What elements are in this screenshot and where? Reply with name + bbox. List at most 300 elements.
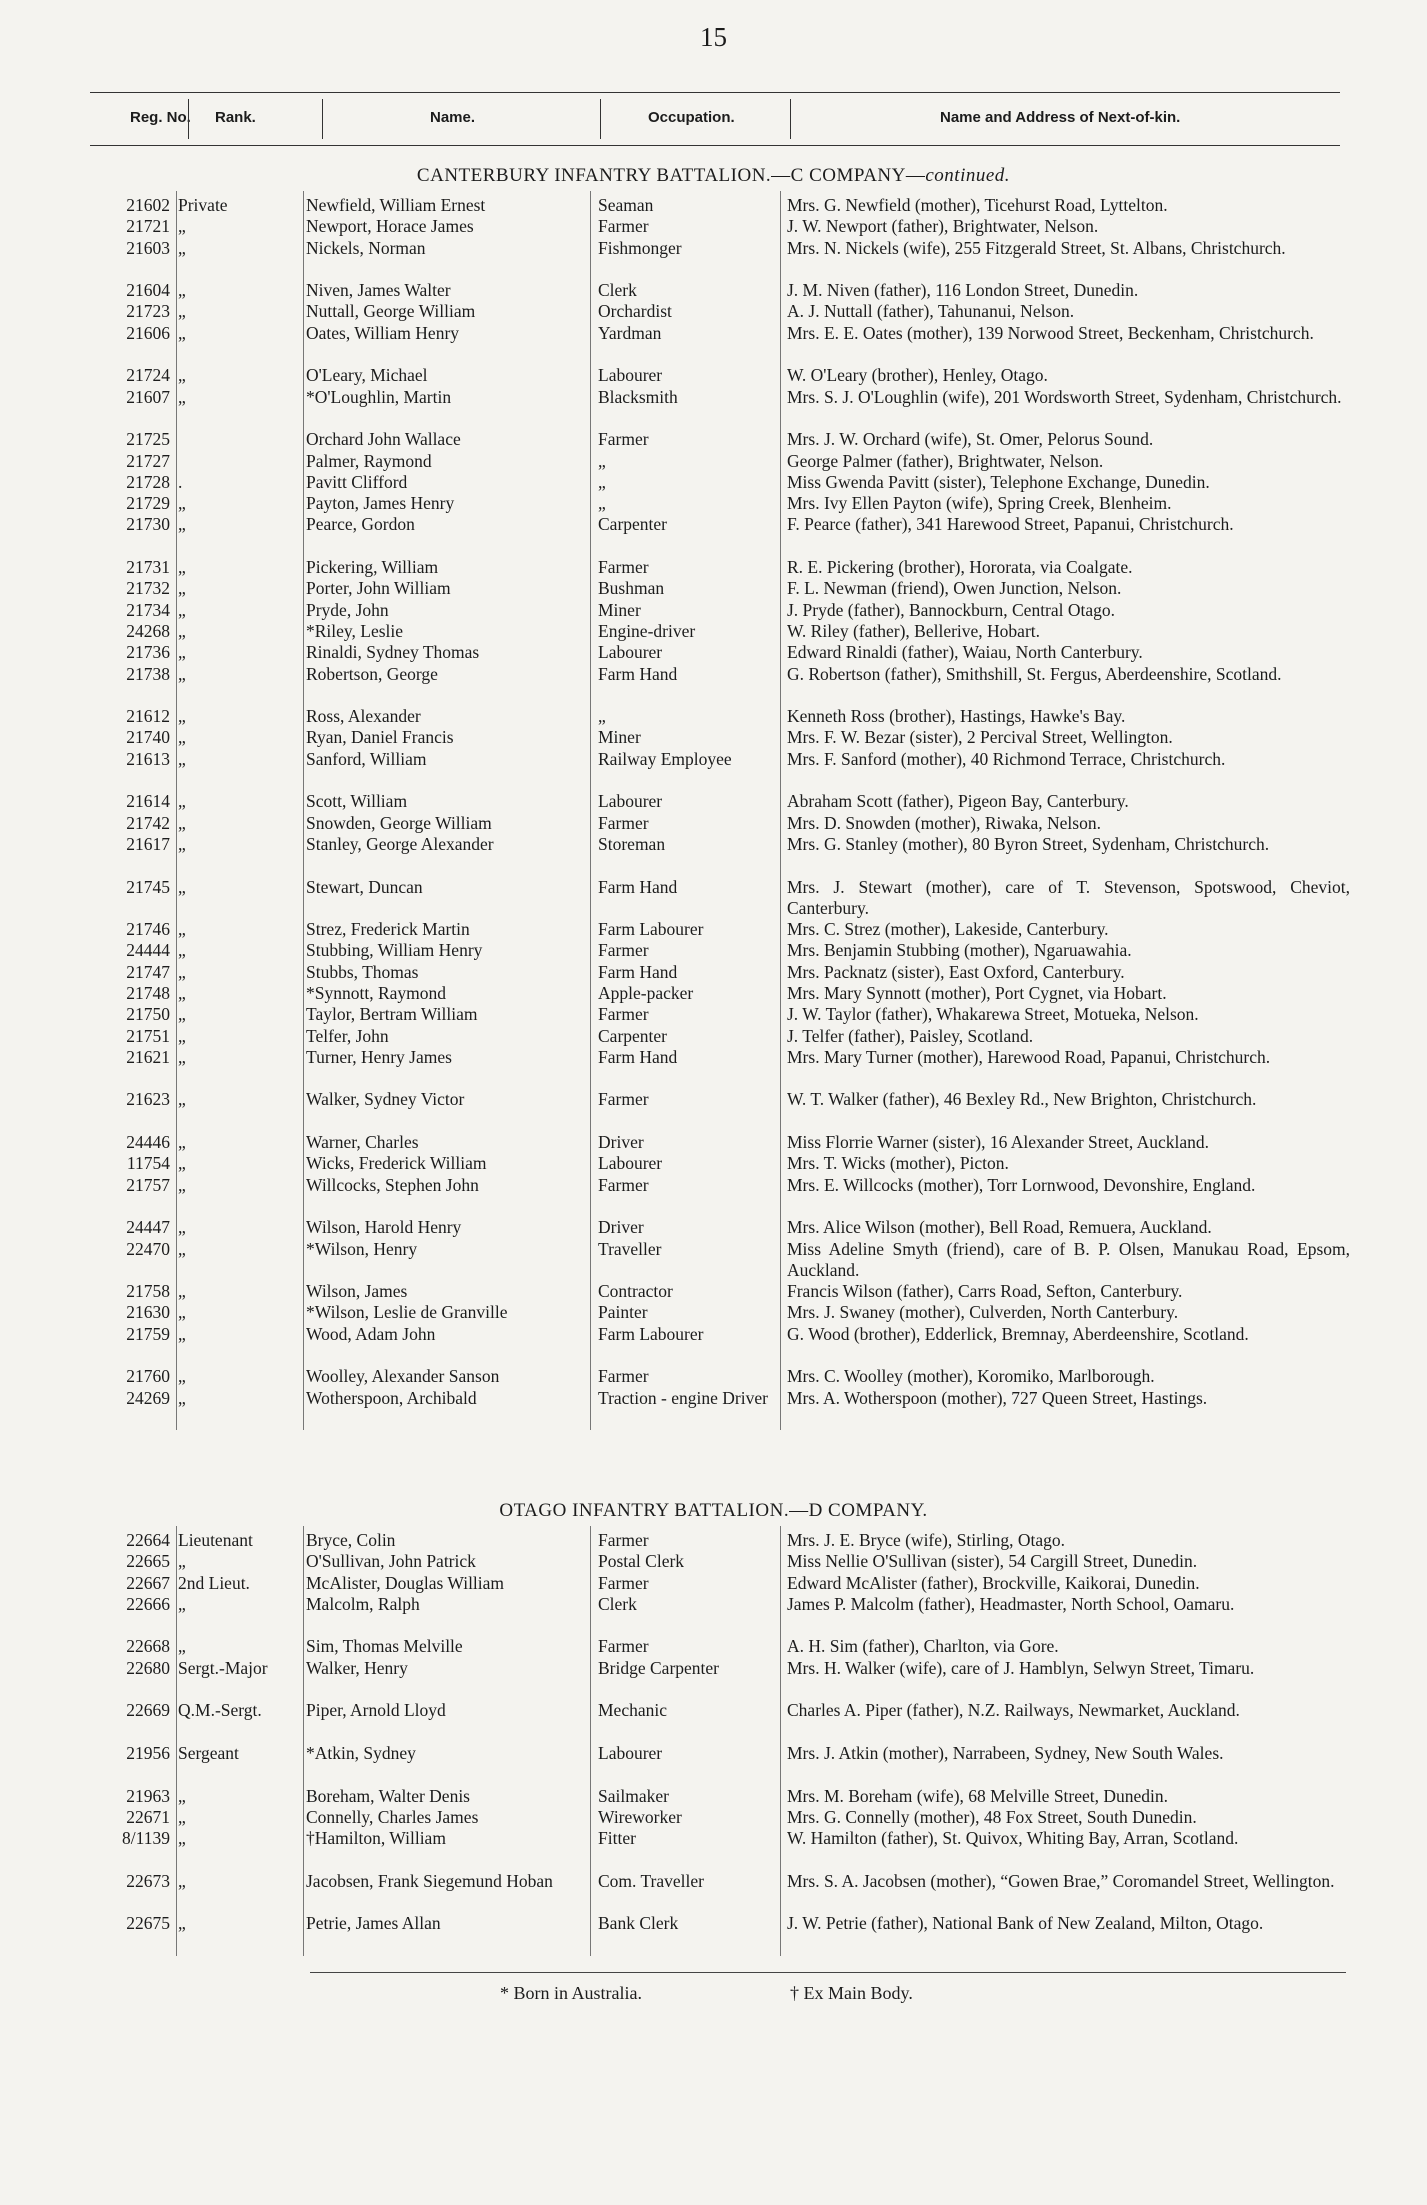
occupation: Farm Hand xyxy=(598,961,678,982)
soldier-name: Wicks, Frederick William xyxy=(306,1153,487,1174)
soldier-name: Woolley, Alexander Sanson xyxy=(306,1366,500,1387)
reg-number: 21732 xyxy=(126,578,170,599)
occupation: Seaman xyxy=(598,195,654,215)
table-row xyxy=(0,983,1427,1004)
table-row xyxy=(0,1388,1427,1431)
occupation: Farmer xyxy=(598,1174,649,1195)
reg-number: 8/1139 xyxy=(122,1828,170,1849)
next-of-kin: G. Robertson (father), Smithshill, St. Fergus, Aberdeenshire, Scotland. xyxy=(787,663,1282,684)
reg-number: 21748 xyxy=(126,982,170,1003)
soldier-name: Connelly, Charles James xyxy=(306,1806,479,1827)
reg-number: 21747 xyxy=(126,961,170,982)
reg-number: 21736 xyxy=(126,642,170,663)
soldier-name: *Synnott, Raymond xyxy=(306,982,447,1003)
reg-number: 22664 xyxy=(126,1530,170,1550)
section-title xyxy=(0,165,1427,187)
soldier-name: Turner, Henry James xyxy=(306,1046,452,1067)
next-of-kin: J. Pryde (father), Bannockburn, Central Otago. xyxy=(787,599,1116,620)
next-of-kin: J. W. Petrie (father), National Bank of New Zealand, Milton, Otago. xyxy=(787,1913,1264,1934)
soldier-name: Wilson, James xyxy=(306,1281,408,1302)
rank: „ xyxy=(178,961,186,982)
next-of-kin: Mrs. G. Connelly (mother), 48 Fox Street, South Dunedin. xyxy=(787,1806,1197,1827)
column-rule xyxy=(780,1526,781,1956)
next-of-kin: Mrs. D. Snowden (mother), Riwaka, Nelson. xyxy=(787,812,1101,833)
column-rule xyxy=(780,191,781,1430)
occupation: Farmer xyxy=(598,429,649,450)
table-row xyxy=(0,557,1427,578)
soldier-name: Nuttall, George William xyxy=(306,301,476,322)
occupation: Blacksmith xyxy=(598,386,678,407)
table-row xyxy=(0,365,1427,386)
occupation: Farm Labourer xyxy=(598,1323,704,1344)
soldier-name: Wood, Adam John xyxy=(306,1323,436,1344)
next-of-kin: Mrs. F. W. Bezar (sister), 2 Percival Street, Wellington. xyxy=(787,727,1173,748)
reg-number: 21746 xyxy=(126,919,170,940)
rank: „ xyxy=(178,1913,186,1934)
next-of-kin: James P. Malcolm (father), Headmaster, North School, Oamaru. xyxy=(787,1593,1235,1614)
reg-number: 21742 xyxy=(126,812,170,833)
soldier-name: Willcocks, Stephen John xyxy=(306,1174,479,1195)
reg-number: 21758 xyxy=(126,1281,170,1302)
rank: „ xyxy=(178,1593,186,1614)
table-row xyxy=(0,1658,1427,1701)
rank: „ xyxy=(178,1785,186,1806)
next-of-kin: Mrs. T. Wicks (mother), Picton. xyxy=(787,1153,1009,1174)
rank: „ xyxy=(178,919,186,940)
table-row xyxy=(0,301,1427,322)
table-row xyxy=(0,1530,1427,1551)
occupation: „ xyxy=(598,450,606,471)
reg-number: 22668 xyxy=(126,1636,170,1657)
reg-number: 21604 xyxy=(126,280,170,301)
soldier-name: *Wilson, Henry xyxy=(306,1238,418,1259)
reg-number: 21614 xyxy=(126,791,170,812)
rank: Lieutenant xyxy=(178,1530,253,1550)
section-title-text: OTAGO INFANTRY BATTALION.—D COMPANY. xyxy=(499,1500,928,1521)
section-title-text: CANTERBURY INFANTRY BATTALION.—C COMPANY— xyxy=(416,165,926,186)
occupation: „ xyxy=(598,493,606,514)
column-header-next-of-kin: Name and Address of Next-of-kin. xyxy=(940,109,1181,126)
reg-number: 21623 xyxy=(126,1089,170,1110)
rank: „ xyxy=(178,982,186,1003)
soldier-name: Pickering, William xyxy=(306,557,439,578)
occupation: Labourer xyxy=(598,791,663,812)
next-of-kin: Mrs. G. Newfield (mother), Ticehurst Road, Lyttelton. xyxy=(787,195,1168,215)
soldier-name: Stewart, Duncan xyxy=(306,876,423,897)
rank: „ xyxy=(178,876,186,897)
reg-number: 22665 xyxy=(126,1551,170,1572)
next-of-kin: Mrs. G. Stanley (mother), 80 Byron Street, Sydenham, Christchurch. xyxy=(787,833,1270,854)
reg-number: 21751 xyxy=(126,1025,170,1046)
table-row xyxy=(0,877,1427,920)
table-row xyxy=(0,749,1427,792)
table-row xyxy=(0,280,1427,301)
reg-number: 21745 xyxy=(126,876,170,897)
next-of-kin: Mrs. Mary Synnott (mother), Port Cygnet, via Hobart. xyxy=(787,982,1167,1003)
occupation: Farmer xyxy=(598,1530,649,1550)
column-header xyxy=(90,92,1340,146)
occupation: Farmer xyxy=(598,812,649,833)
table-row xyxy=(0,1281,1427,1302)
reg-number: 24447 xyxy=(126,1217,170,1238)
next-of-kin: Mrs. Benjamin Stubbing (mother), Ngaruawahia. xyxy=(787,940,1132,961)
table-row xyxy=(0,1153,1427,1174)
occupation: „ xyxy=(598,471,606,492)
rank: „ xyxy=(178,642,186,663)
section-rows xyxy=(0,195,1427,1430)
next-of-kin: Mrs. Alice Wilson (mother), Bell Road, Remuera, Auckland. xyxy=(787,1217,1212,1238)
reg-number: 21725 xyxy=(126,429,170,450)
column-rule xyxy=(176,191,177,1430)
soldier-name: Stanley, George Alexander xyxy=(306,833,494,854)
next-of-kin: R. E. Pickering (brother), Hororata, via Coalgate. xyxy=(787,557,1133,578)
next-of-kin: Mrs. C. Strez (mother), Lakeside, Canterbury. xyxy=(787,919,1109,940)
rank: „ xyxy=(178,940,186,961)
reg-number: 22470 xyxy=(126,1238,170,1259)
soldier-name: Wilson, Harold Henry xyxy=(306,1217,462,1238)
reg-number: 21727 xyxy=(126,450,170,471)
footnote-ex-main-body: † Ex Main Body. xyxy=(790,1983,913,2003)
reg-number: 21724 xyxy=(126,365,170,386)
reg-number: 21613 xyxy=(126,748,170,769)
soldier-name: Snowden, George William xyxy=(306,812,492,833)
rank: „ xyxy=(178,365,186,386)
soldier-name: Newport, Horace James xyxy=(306,216,474,237)
rank: „ xyxy=(178,216,186,237)
reg-number: 21740 xyxy=(126,727,170,748)
next-of-kin: J. Telfer (father), Paisley, Scotland. xyxy=(787,1025,1034,1046)
reg-number: 21607 xyxy=(126,386,170,407)
soldier-name: Walker, Henry xyxy=(306,1657,408,1678)
next-of-kin: Mrs. J. Swaney (mother), Culverden, North Canterbury. xyxy=(787,1302,1179,1323)
occupation: Farm Hand xyxy=(598,876,678,897)
reg-number: 21729 xyxy=(126,493,170,514)
occupation: Railway Employee xyxy=(598,748,732,769)
next-of-kin: F. Pearce (father), 341 Harewood Street, Papanui, Christchurch. xyxy=(787,514,1234,535)
soldier-name: Ross, Alexander xyxy=(306,706,421,727)
rank: „ xyxy=(178,1806,186,1827)
next-of-kin: Mrs. E. Willcocks (mother), Torr Lornwood, Devonshire, England. xyxy=(787,1174,1256,1195)
occupation: Farmer xyxy=(598,1572,649,1593)
occupation: Farmer xyxy=(598,1636,649,1657)
occupation: Bridge Carpenter xyxy=(598,1657,719,1678)
table-row xyxy=(0,1807,1427,1828)
soldier-name: †Hamilton, William xyxy=(306,1828,446,1849)
reg-number: 21728 xyxy=(126,471,170,492)
soldier-name: Wotherspoon, Archibald xyxy=(306,1387,477,1408)
rank: „ xyxy=(178,514,186,535)
occupation: Yardman xyxy=(598,322,662,343)
next-of-kin: Abraham Scott (father), Pigeon Bay, Canterbury. xyxy=(787,791,1129,812)
table-row xyxy=(0,791,1427,812)
rank: „ xyxy=(178,557,186,578)
reg-number: 22680 xyxy=(126,1657,170,1678)
rank: „ xyxy=(178,727,186,748)
next-of-kin: A. H. Sim (father), Charlton, via Gore. xyxy=(787,1636,1059,1657)
table-row xyxy=(0,1828,1427,1871)
soldier-name: Oates, William Henry xyxy=(306,322,460,343)
rank: „ xyxy=(178,386,186,407)
rank: „ xyxy=(178,280,186,301)
soldier-name: Boreham, Walter Denis xyxy=(306,1785,470,1806)
reg-number: 22667 xyxy=(126,1572,170,1593)
occupation: Miner xyxy=(598,727,641,748)
table-row xyxy=(0,451,1427,472)
next-of-kin: Mrs. J. Atkin (mother), Narrabeen, Sydney, New South Wales. xyxy=(787,1742,1224,1763)
soldier-name: Petrie, James Allan xyxy=(306,1913,441,1934)
soldier-name: Pavitt Clifford xyxy=(306,471,408,492)
occupation: Driver xyxy=(598,1132,644,1153)
table-row xyxy=(0,1302,1427,1323)
section-title xyxy=(0,1500,1427,1522)
next-of-kin: Edward Rinaldi (father), Waiau, North Canterbury. xyxy=(787,642,1143,663)
rank: „ xyxy=(178,663,186,684)
occupation: Labourer xyxy=(598,642,663,663)
rank: „ xyxy=(178,1089,186,1110)
occupation: Farmer xyxy=(598,940,649,961)
occupation: Farm Labourer xyxy=(598,919,704,940)
next-of-kin: Mrs. Ivy Ellen Payton (wife), Spring Creek, Blenheim. xyxy=(787,493,1172,514)
next-of-kin: Mrs. M. Boreham (wife), 68 Melville Street, Dunedin. xyxy=(787,1785,1169,1806)
column-header-occupation: Occupation. xyxy=(648,109,735,126)
soldier-name: Payton, James Henry xyxy=(306,493,455,514)
reg-number: 21759 xyxy=(126,1323,170,1344)
rank: Q.M.-Sergt. xyxy=(178,1700,262,1721)
next-of-kin: Mrs. J. Stewart (mother), care of T. Stevenson, Spotswood, Cheviot, Canterbury. xyxy=(787,876,1350,918)
table-row xyxy=(0,706,1427,727)
next-of-kin: Mrs. J. E. Bryce (wife), Stirling, Otago. xyxy=(787,1530,1066,1550)
rank: „ xyxy=(178,1302,186,1323)
occupation: Sailmaker xyxy=(598,1785,669,1806)
soldier-name: Pearce, Gordon xyxy=(306,514,415,535)
table-row xyxy=(0,1636,1427,1657)
table-row xyxy=(0,813,1427,834)
rank: „ xyxy=(178,833,186,854)
occupation: Farmer xyxy=(598,1089,649,1110)
occupation: Postal Clerk xyxy=(598,1551,685,1572)
occupation: Fitter xyxy=(598,1828,636,1849)
occupation: Engine-driver xyxy=(598,620,696,641)
reg-number: 21630 xyxy=(126,1302,170,1323)
soldier-name: Strez, Frederick Martin xyxy=(306,919,470,940)
occupation: Storeman xyxy=(598,833,666,854)
rank: „ xyxy=(178,1636,186,1657)
occupation: Carpenter xyxy=(598,1025,667,1046)
occupation: Traveller xyxy=(598,1238,662,1259)
reg-number: 11754 xyxy=(126,1153,170,1174)
table-row xyxy=(0,1004,1427,1025)
section-rows xyxy=(0,1530,1427,1956)
table-row xyxy=(0,429,1427,450)
reg-number: 21956 xyxy=(126,1742,170,1763)
table-row xyxy=(0,621,1427,642)
rank: „ xyxy=(178,812,186,833)
rank: „ xyxy=(178,1828,186,1849)
next-of-kin: Mrs. J. W. Orchard (wife), St. Omer, Pelorus Sound. xyxy=(787,429,1154,450)
soldier-name: Malcolm, Ralph xyxy=(306,1593,420,1614)
next-of-kin: Charles A. Piper (father), N.Z. Railways, Newmarket, Auckland. xyxy=(787,1700,1240,1721)
soldier-name: Pryde, John xyxy=(306,599,389,620)
rank: „ xyxy=(178,599,186,620)
next-of-kin: Miss Gwenda Pavitt (sister), Telephone Exchange, Dunedin. xyxy=(787,471,1210,492)
soldier-name: Palmer, Raymond xyxy=(306,450,432,471)
rank: Sergt.-Major xyxy=(178,1657,268,1678)
rank: „ xyxy=(178,620,186,641)
occupation: Apple-packer xyxy=(598,982,694,1003)
column-rule xyxy=(303,1526,304,1956)
soldier-name: *Wilson, Leslie de Granville xyxy=(306,1302,508,1323)
table-row xyxy=(0,578,1427,599)
soldier-name: Sanford, William xyxy=(306,748,427,769)
occupation: Labourer xyxy=(598,1742,663,1763)
column-rule xyxy=(303,191,304,1430)
column-header-name: Name. xyxy=(430,109,476,126)
reg-number: 21617 xyxy=(126,833,170,854)
reg-number: 21730 xyxy=(126,514,170,535)
occupation: Mechanic xyxy=(598,1700,667,1721)
soldier-name: Piper, Arnold Lloyd xyxy=(306,1700,446,1721)
soldier-name: Telfer, John xyxy=(306,1025,389,1046)
soldier-name: Rinaldi, Sydney Thomas xyxy=(306,642,480,663)
rank: 2nd Lieut. xyxy=(178,1572,250,1593)
soldier-name: *O'Loughlin, Martin xyxy=(306,386,452,407)
header-divider xyxy=(790,99,791,139)
table-row xyxy=(0,514,1427,557)
header-divider xyxy=(322,99,323,139)
rank: „ xyxy=(178,578,186,599)
soldier-name: O'Leary, Michael xyxy=(306,365,428,386)
table-row xyxy=(0,1871,1427,1914)
table-row xyxy=(0,1786,1427,1807)
reg-number: 22673 xyxy=(126,1870,170,1891)
next-of-kin: G. Wood (brother), Edderlick, Bremnay, Aberdeenshire, Scotland. xyxy=(787,1323,1249,1344)
soldier-name: Stubbs, Thomas xyxy=(306,961,419,982)
occupation: Labourer xyxy=(598,365,663,386)
next-of-kin: Miss Nellie O'Sullivan (sister), 54 Cargill Street, Dunedin. xyxy=(787,1551,1198,1572)
rank: „ xyxy=(178,301,186,322)
table-row xyxy=(0,727,1427,748)
next-of-kin: A. J. Nuttall (father), Tahunanui, Nelson. xyxy=(787,301,1075,322)
table-row xyxy=(0,1700,1427,1743)
occupation: Traction - engine Driver xyxy=(598,1387,768,1408)
reg-number: 21603 xyxy=(126,237,170,258)
table-row xyxy=(0,642,1427,663)
rank: „ xyxy=(178,1004,186,1025)
rank: „ xyxy=(178,1132,186,1153)
next-of-kin: W. Riley (father), Bellerive, Hobart. xyxy=(787,620,1041,641)
next-of-kin: W. O'Leary (brother), Henley, Otago. xyxy=(787,365,1048,386)
next-of-kin: Mrs. E. E. Oates (mother), 139 Norwood Street, Beckenham, Christchurch. xyxy=(787,322,1314,343)
table-row xyxy=(0,919,1427,940)
soldier-name: McAlister, Douglas William xyxy=(306,1572,505,1593)
table-row xyxy=(0,238,1427,281)
reg-number: 21760 xyxy=(126,1366,170,1387)
rank: „ xyxy=(178,1046,186,1067)
table-row xyxy=(0,600,1427,621)
reg-number: 22669 xyxy=(126,1700,170,1721)
rank: Private xyxy=(178,195,228,215)
reg-number: 24446 xyxy=(126,1132,170,1153)
rank: „ xyxy=(178,1281,186,1302)
reg-number: 21723 xyxy=(126,301,170,322)
next-of-kin: Mrs. Packnatz (sister), East Oxford, Canterbury. xyxy=(787,961,1125,982)
reg-number: 22675 xyxy=(126,1913,170,1934)
occupation: Farm Hand xyxy=(598,663,678,684)
column-rule xyxy=(590,191,591,1430)
reg-number: 21606 xyxy=(126,322,170,343)
next-of-kin: J. W. Taylor (father), Whakarewa Street, Motueka, Nelson. xyxy=(787,1004,1199,1025)
occupation: Bushman xyxy=(598,578,665,599)
soldier-name: Warner, Charles xyxy=(306,1132,419,1153)
rank: „ xyxy=(178,1323,186,1344)
occupation: Farm Hand xyxy=(598,1046,678,1067)
reg-number: 21757 xyxy=(126,1174,170,1195)
table-row xyxy=(0,387,1427,430)
occupation: Com. Traveller xyxy=(598,1870,704,1891)
soldier-name: Jacobsen, Frank Siegemund Hoban xyxy=(306,1870,553,1891)
rank: „ xyxy=(178,748,186,769)
reg-number: 24269 xyxy=(126,1387,170,1408)
table-row xyxy=(0,1913,1427,1956)
rank: „ xyxy=(178,1238,186,1259)
soldier-name: Bryce, Colin xyxy=(306,1530,396,1550)
table-row xyxy=(0,664,1427,707)
table-row xyxy=(0,1573,1427,1594)
soldier-name: Stubbing, William Henry xyxy=(306,940,483,961)
next-of-kin: Francis Wilson (father), Carrs Road, Sefton, Canterbury. xyxy=(787,1281,1183,1302)
soldier-name: Nickels, Norman xyxy=(306,237,426,258)
rank: „ xyxy=(178,1387,186,1408)
column-rule xyxy=(176,1526,177,1956)
table-row xyxy=(0,472,1427,493)
table-row xyxy=(0,1594,1427,1637)
rank: „ xyxy=(178,1153,186,1174)
table-row xyxy=(0,940,1427,961)
table-row xyxy=(0,216,1427,237)
table-row xyxy=(0,323,1427,366)
table-row xyxy=(0,1551,1427,1572)
rank: „ xyxy=(178,322,186,343)
soldier-name: Newfield, William Ernest xyxy=(306,195,486,215)
table-row xyxy=(0,195,1427,216)
next-of-kin: W. Hamilton (father), St. Quivox, Whiting Bay, Arran, Scotland. xyxy=(787,1828,1239,1849)
table-row xyxy=(0,493,1427,514)
section-title-suffix: continued. xyxy=(925,165,1011,186)
reg-number: 21721 xyxy=(126,216,170,237)
reg-number: 21602 xyxy=(126,195,170,215)
rank: „ xyxy=(178,237,186,258)
soldier-name: Ryan, Daniel Francis xyxy=(306,727,454,748)
rank: . xyxy=(178,471,183,492)
table-row xyxy=(0,1239,1427,1282)
next-of-kin: J. W. Newport (father), Brightwater, Nelson. xyxy=(787,216,1099,237)
rank: „ xyxy=(178,1870,186,1891)
header-divider xyxy=(600,99,601,139)
reg-number: 21963 xyxy=(126,1785,170,1806)
occupation: Wireworker xyxy=(598,1806,682,1827)
reg-number: 24444 xyxy=(126,940,170,961)
table-row xyxy=(0,1743,1427,1786)
reg-number: 21750 xyxy=(126,1004,170,1025)
soldier-name: Taylor, Bertram William xyxy=(306,1004,478,1025)
page-number: 15 xyxy=(700,22,727,52)
soldier-name: *Atkin, Sydney xyxy=(306,1742,416,1763)
occupation: Farmer xyxy=(598,557,649,578)
soldier-name: Niven, James Walter xyxy=(306,280,451,301)
next-of-kin: Mrs. H. Walker (wife), care of J. Hamblyn, Selwyn Street, Timaru. xyxy=(787,1657,1255,1678)
next-of-kin: Miss Florrie Warner (sister), 16 Alexander Street, Auckland. xyxy=(787,1132,1210,1153)
rank: „ xyxy=(178,1551,186,1572)
